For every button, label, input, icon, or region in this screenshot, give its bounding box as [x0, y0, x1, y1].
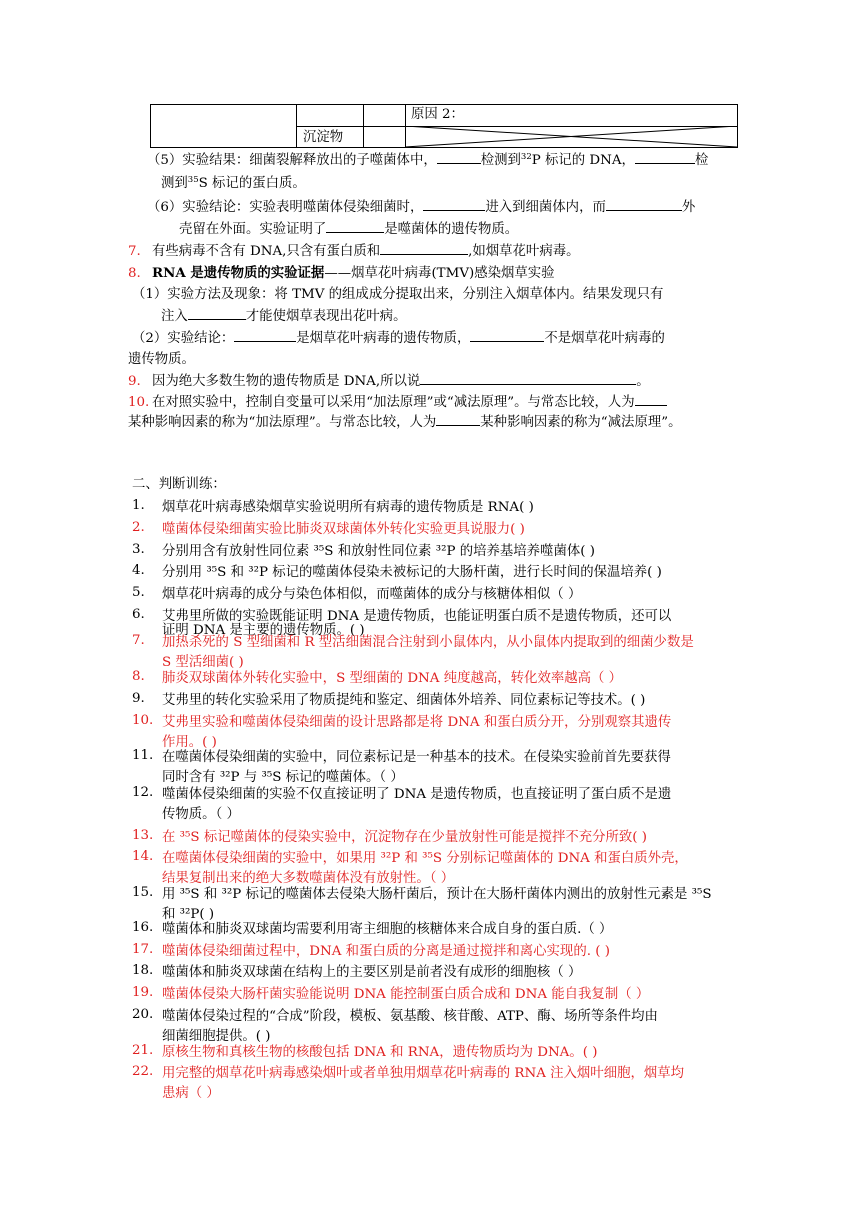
blank[interactable] — [326, 220, 384, 233]
result-line-5-cont: 测到$^{35}$S 标记的蛋白质。 — [161, 175, 306, 191]
judge-item-number: 2. — [132, 520, 145, 535]
judge-item-number: 7. — [132, 633, 145, 648]
question-8-conclusion-cont: 遗传物质。 — [128, 352, 195, 367]
judge-item-text-cont: 和 ³²P( ) — [162, 907, 215, 922]
blank[interactable] — [436, 413, 480, 426]
judge-item-text: 烟草花叶病毒的成分与染色体相似，而噬菌体的成分与核糖体相似（ ） — [162, 587, 582, 602]
judge-item-text-cont: S 型活细菌( ) — [162, 655, 244, 670]
question-10: 10. 在对照实验中，控制自变量可以采用“加法原理”或“减法原理”。与常态比较，人为 — [128, 393, 667, 413]
blank[interactable] — [380, 242, 468, 255]
judge-item-text: 噬菌体侵染细菌实验比肺炎双球菌体外转化实验更具说服力( ) — [162, 522, 525, 537]
result-line-5: （5）实验结果：细菌裂解释放出的子噬菌体中， 检测到$^{32}$P 标记的 DNA， 检 — [147, 152, 709, 168]
blank[interactable] — [420, 372, 636, 385]
judge-item-number: 17. — [132, 942, 154, 957]
question-8-method: （1）实验方法及现象：将 TMV 的组成成分提取出来，分别注入烟草体内。结果发现只有 — [132, 287, 664, 302]
blank[interactable] — [470, 329, 544, 342]
blank[interactable] — [423, 198, 485, 211]
section-heading: 二、判断训练： — [132, 477, 226, 492]
judge-item-text: 肺炎双球菌体外转化实验中，S 型细菌的 DNA 纯度越高，转化效率越高（ ） — [162, 671, 623, 686]
judge-item-number: 1. — [132, 498, 145, 513]
judge-item-number: 9. — [132, 691, 145, 706]
judge-item-number: 20. — [132, 1007, 154, 1022]
judge-item-number: 5. — [132, 585, 145, 600]
judge-item-text: 艾弗里所做的实验既能证明 DNA 是遗传物质，也能证明蛋白质不是遗传物质，还可以 — [162, 609, 672, 624]
judge-item-text: 加热杀死的 S 型细菌和 R 型活细菌混合注射到小鼠体内，从小鼠体内提取到的细菌少数是 — [162, 635, 694, 650]
reason-2-cell: 原因 2： — [411, 107, 464, 122]
judge-item-text: 噬菌体侵染过程的“合成”阶段，模板、氨基酸、核苷酸、ATP、酶、场所等条件均由 — [162, 1009, 658, 1024]
question-7: 7. 有些病毒不含有 DNA,只含有蛋白质和 ,如烟草花叶病毒。 — [128, 244, 580, 259]
judge-item-text: 噬菌体和肺炎双球菌在结构上的主要区别是前者没有成形的细胞核（ ） — [162, 965, 582, 980]
question-10-cont: 某种影响因素的称为“加法原理”。与常态比较，人为 某种影响因素的称为“减法原理”。 — [128, 415, 682, 430]
judge-item-number: 3. — [132, 542, 145, 557]
judge-item-number: 6. — [132, 607, 145, 622]
judge-item-text: 在噬菌体侵染细菌的实验中，同位素标记是一种基本的技术。在侵染实验前首先要获得 — [162, 750, 671, 765]
judge-item-number: 21. — [132, 1043, 154, 1058]
question-8-method-cont: 注入 才能使烟草表现出花叶病。 — [161, 309, 407, 324]
judge-item-number: 4. — [132, 563, 145, 578]
judge-item-number: 19. — [132, 985, 154, 1000]
judge-item-text-cont: 证明 DNA 是主要的遗传物质。( ) — [162, 623, 365, 638]
question-9: 9. 因为绝大多数生物的遗传物质是 DNA,所以说 。 — [128, 374, 650, 389]
crossed-out-cell — [405, 126, 737, 147]
blank[interactable] — [635, 151, 695, 164]
judge-item-number: 18. — [132, 963, 154, 978]
question-8: 8. RNA 是遗传物质的实验证据——烟草花叶病毒(TMV)感染烟草实验 — [128, 265, 555, 281]
judge-item-number: 14. — [132, 849, 154, 864]
question-8-conclusion: （2）实验结论： 是烟草花叶病毒的遗传物质， 不是烟草花叶病毒的 — [132, 331, 665, 346]
experiment-table — [150, 104, 738, 148]
judge-item-text-cont: 结果复制出来的绝大多数噬菌体没有放射性。（ ） — [162, 871, 455, 886]
blank[interactable] — [437, 151, 481, 164]
conclusion-line-6-cont: 壳留在外面。实验证明了 是噬菌体的遗传物质。 — [179, 222, 519, 237]
sediment-cell: 沉淀物 — [303, 130, 344, 145]
blank[interactable] — [606, 198, 682, 211]
judge-item-text-cont: 细菌细胞提供。( ) — [162, 1029, 271, 1044]
judge-item-text: 用 ³⁵S 和 ³²P 标记的噬菌体去侵染大肠杆菌后，预计在大肠杆菌体内测出的放射性元素是 ³⁵S — [162, 887, 712, 902]
judge-item-number: 11. — [132, 748, 154, 763]
judge-item-text: 噬菌体和肺炎双球菌均需要利用寄主细胞的核糖体来合成自身的蛋白质.（ ） — [162, 922, 613, 937]
judge-item-text-cont: 作用。( ) — [162, 735, 217, 750]
judge-item-number: 16. — [132, 920, 154, 935]
judge-item-text: 分别用含有放射性同位素 ³⁵S 和放射性同位素 ³²P 的培养基培养噬菌体( ) — [162, 544, 595, 559]
judge-item-text-cont: 同时含有 ³²P 与 ³⁵S 标记的噬菌体。（ ） — [162, 770, 404, 785]
judge-item-text-cont: 传物质。（ ） — [162, 807, 240, 822]
judge-item-text: 烟草花叶病毒感染烟草实验说明所有病毒的遗传物质是 RNA( ) — [162, 500, 534, 515]
judge-item-text: 在噬菌体侵染细菌的实验中，如果用 ³²P 和 ³⁵S 分别标记噬菌体的 DNA 和蛋白质外壳， — [162, 851, 688, 866]
judge-item-number: 22. — [132, 1064, 154, 1079]
judge-item-text: 分别用 ³⁵S 和 ³²P 标记的噬菌体侵染未被标记的大肠杆菌，进行长时间的保温培养( ) — [162, 565, 662, 580]
judge-item-number: 12. — [132, 785, 154, 800]
judge-item-text-cont: 患病（ ） — [162, 1086, 220, 1101]
conclusion-line-6: （6）实验结论：实验表明噬菌体侵染细菌时， 进入到细菌体内，而 外 — [147, 200, 696, 215]
judge-item-text: 艾弗里实验和噬菌体侵染细菌的设计思路都是将 DNA 和蛋白质分开，分别观察其遗传 — [162, 715, 672, 730]
judge-item-text: 噬菌体侵染大肠杆菌实验能说明 DNA 能控制蛋白质合成和 DNA 能自我复制（ ） — [162, 987, 650, 1002]
judge-item-number: 8. — [132, 669, 145, 684]
judge-item-text: 噬菌体侵染细菌的实验不仅直接证明了 DNA 是遗传物质，也直接证明了蛋白质不是遗 — [162, 787, 672, 802]
judge-item-number: 15. — [132, 885, 154, 900]
judge-item-text: 在 ³⁵S 标记噬菌体的侵染实验中，沉淀物存在少量放射性可能是搅拌不充分所致( ) — [162, 830, 648, 845]
blank[interactable] — [635, 393, 667, 406]
judge-item-number: 10. — [132, 713, 154, 728]
judge-item-text: 噬菌体侵染细菌过程中，DNA 和蛋白质的分离是通过搅拌和离心实现的. ( ) — [162, 944, 610, 959]
blank[interactable] — [188, 307, 246, 320]
blank[interactable] — [234, 329, 296, 342]
judge-item-text: 艾弗里的转化实验采用了物质提纯和鉴定、细菌体外培养、同位素标记等技术。( ) — [162, 693, 646, 708]
judge-item-number: 13. — [132, 828, 154, 843]
judge-item-text: 用完整的烟草花叶病毒感染烟叶或者单独用烟草花叶病毒的 RNA 注入烟叶细胞，烟草均 — [162, 1066, 685, 1081]
judge-item-text: 原核生物和真核生物的核酸包括 DNA 和 RNA，遗传物质均为 DNA。( ) — [162, 1045, 598, 1060]
